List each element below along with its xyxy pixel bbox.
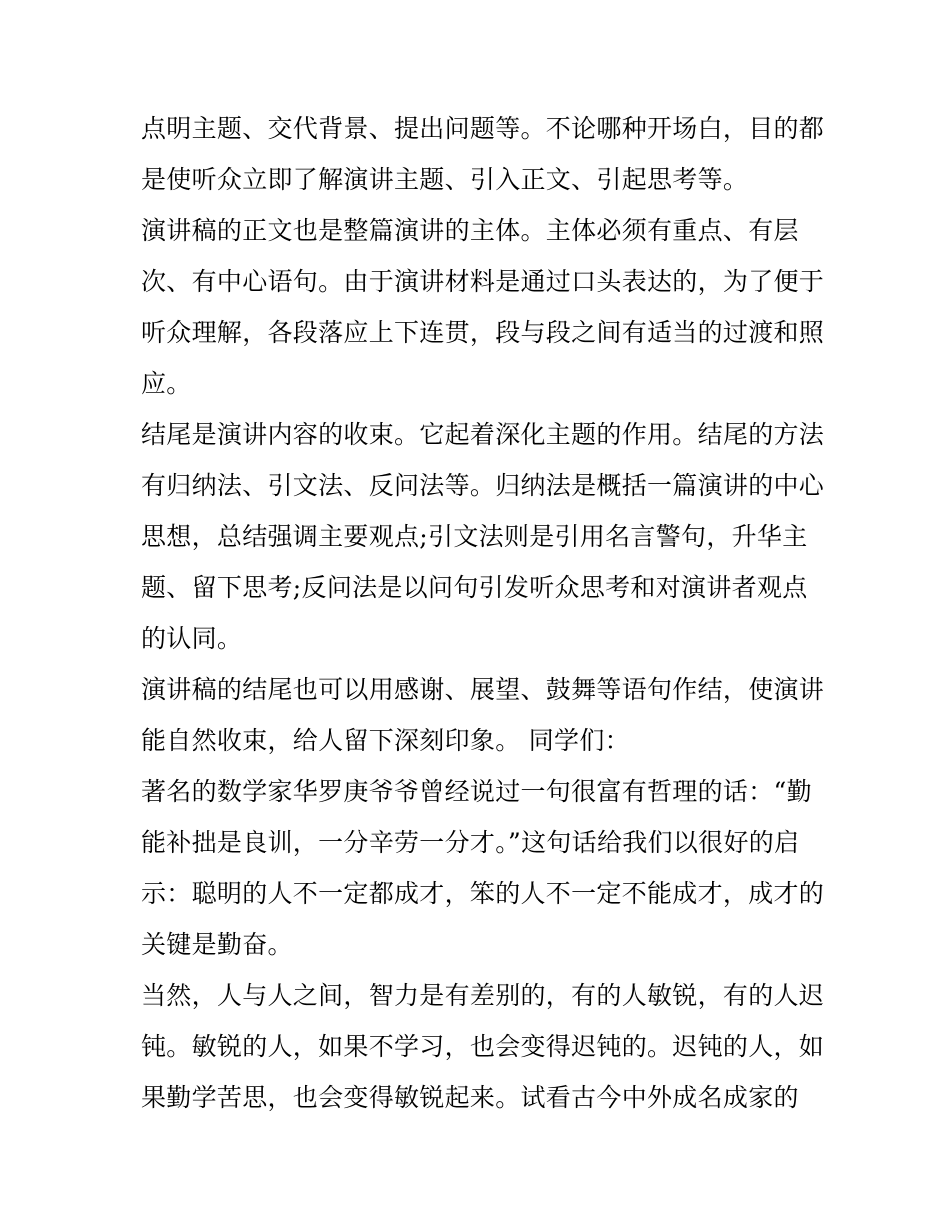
text-line: 能自然收束，给人留下深刻印象。 同学们： [141,726,630,755]
text-line: 是使听众立即了解演讲主题、引入正文、引起思考等。 [141,165,749,194]
text-line: 题、留下思考;反问法是以问句引发听众思考和对演讲者观点 [141,573,808,602]
text-line: 听众理解，各段落应上下连贯，段与段之间有适当的过渡和照 [141,318,825,347]
text-line: 能补拙是良训，一分辛劳一分才。”这句话给我们以很好的启 [141,828,800,857]
text-line: 关键是勤奋。 [141,930,293,959]
text-line: 当然，人与人之间，智力是有差别的，有的人敏锐，有的人迟 [141,981,825,1010]
text-line: 的认同。 [141,624,243,653]
text-line: 应。 [141,369,192,398]
text-line: 果勤学苦思，也会变得敏锐起来。试看古今中外成名成家的 [141,1083,799,1112]
text-line: 结尾是演讲内容的收束。它起着深化主题的作用。结尾的方法 [141,420,825,449]
text-line: 示：聪明的人不一定都成才，笨的人不一定不能成才，成才的 [141,879,825,908]
text-line: 演讲稿的结尾也可以用感谢、展望、鼓舞等语句作结，使演讲 [141,675,825,704]
text-line: 演讲稿的正文也是整篇演讲的主体。主体必须有重点、有层 [141,216,799,245]
text-line: 著名的数学家华罗庚爷爷曾经说过一句很富有哲理的话：“勤 [141,777,812,806]
text-line: 思想，总结强调主要观点;引文法则是引用名言警句，升华主 [141,522,808,551]
text-line: 有归纳法、引文法、反问法等。归纳法是概括一篇演讲的中心 [141,471,825,500]
document-body [141,103,825,1123]
text-line: 次、有中心语句。由于演讲材料是通过口头表达的，为了便于 [141,267,825,296]
text-line: 点明主题、交代背景、提出问题等。不论哪种开场白，目的都 [141,114,825,143]
text-line: 钝。敏锐的人，如果不学习，也会变得迟钝的。迟钝的人，如 [141,1032,825,1061]
